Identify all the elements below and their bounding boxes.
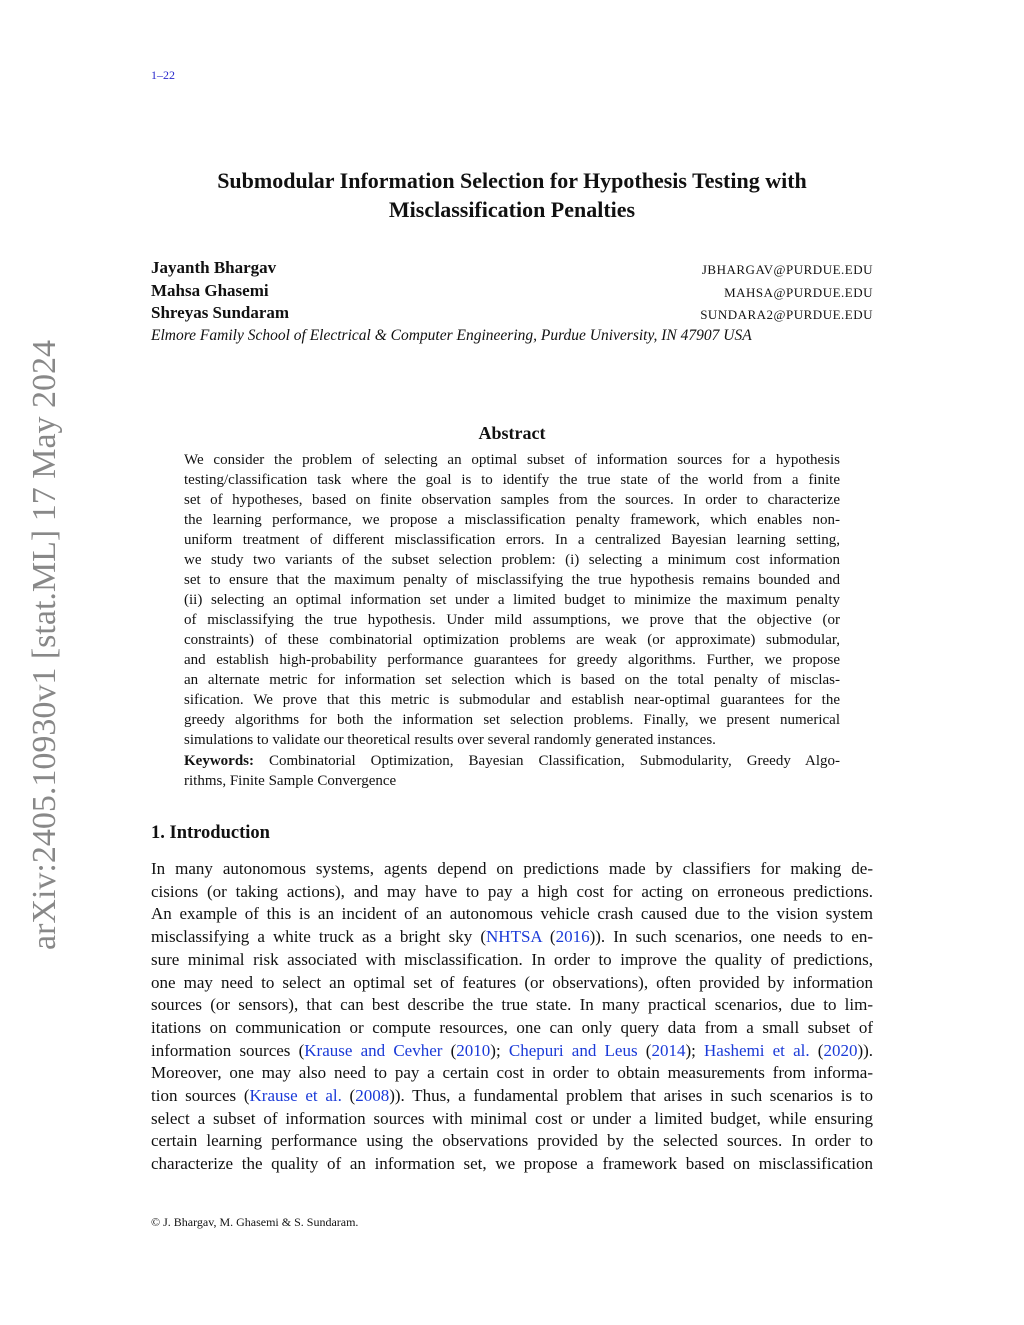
intro-text: characterize the quality of an information set, we propose a framework based on misclassification: [151, 1154, 873, 1174]
intro-text: misclassifying a white truck as a bright sky (: [151, 927, 487, 947]
intro-text: (: [637, 1040, 652, 1060]
intro-text: information sources (: [151, 1040, 305, 1060]
copyright: © J. Bhargav, M. Ghasemi & S. Sundaram.: [151, 1215, 359, 1229]
abstract-line: of misclassifying the true hypothesis. Under mild assumptions, we prove that the objective (or: [184, 612, 840, 628]
citation-link[interactable]: Chepuri and Leus: [508, 1040, 638, 1060]
intro-line: [151, 1154, 873, 1174]
author-name: Shreyas Sundaram: [151, 303, 290, 322]
intro-line: [151, 995, 873, 1015]
citation-link[interactable]: 2014: [651, 1040, 686, 1060]
intro-line: [151, 927, 873, 947]
intro-text: In many autonomous systems, agents depend on predictions made by classifiers for making de-: [151, 859, 873, 878]
intro-text: select a subset of information sources with minimal cost or under a limited budget, while ensuring: [151, 1108, 873, 1128]
keywords-text: Combinatorial Optimization, Bayesian Classification, Submodularity, Greedy Algo-: [269, 753, 840, 769]
intro-line: [151, 1086, 873, 1106]
intro-text: one may need to select an optimal set of features (or observations), often provided by information: [151, 972, 873, 992]
intro-line: [151, 1018, 873, 1038]
intro-text: sure minimal risk associated with misclassification. In order to improve the quality of predictions,: [151, 949, 873, 969]
arxiv-stamp: arXiv:2405.10930v1 [stat.ML] 17 May 2024: [26, 339, 63, 950]
citation-link[interactable]: 2010: [456, 1040, 491, 1060]
citation-link[interactable]: Hashemi et al.: [704, 1040, 810, 1060]
abstract-line: we study two variants of the subset selection problem: (i) selecting a minimum cost information: [184, 552, 840, 568]
paper-title-line-2: Misclassification Penalties: [388, 197, 636, 222]
abstract-line: simulations to validate our theoretical results over several randomly generated instances.: [184, 732, 716, 748]
intro-line: [151, 950, 873, 970]
affiliation: Elmore Family School of Electrical & Computer Engineering, Purdue University, IN 47907 USA: [151, 327, 752, 344]
abstract-line: (ii) selecting an optimal information set under a limited budget to minimize the maximum penalty: [184, 592, 840, 608]
intro-text: )). Thus, a fundamental problem that arises in such scenarios is to: [389, 1086, 874, 1105]
intro-line: [151, 1063, 873, 1083]
keywords-line: [184, 753, 840, 770]
citation-link[interactable]: Krause and Cevher: [304, 1040, 443, 1060]
abstract-line: set to ensure that the maximum penalty of misclassifying the true hypothesis remains bounded and: [184, 572, 840, 588]
intro-line: [151, 1131, 873, 1151]
citation-link[interactable]: Krause et al.: [249, 1086, 342, 1105]
intro-text: Moreover, one may also need to pay a certain cost in order to obtain measurements from informa-: [151, 1063, 873, 1083]
author-name: Jayanth Bhargav: [151, 258, 277, 277]
abstract-line: testing/classification task where the goal is to identify the true state of the world from a finite: [184, 472, 840, 488]
intro-text: );: [685, 1040, 705, 1060]
intro-text: );: [490, 1040, 509, 1060]
intro-text: (: [541, 927, 556, 947]
intro-text: itations on communication or compute resources, one can only query data from a small subset of: [151, 1017, 873, 1037]
intro-line: [151, 904, 873, 924]
intro-line: [151, 973, 873, 993]
section-heading: 1. Introduction: [151, 823, 270, 843]
intro-line: [151, 882, 873, 902]
abstract-line: sification. We prove that this metric is submodular and establish near-optimal guarantees for the: [184, 692, 840, 708]
intro-text: sources (or sensors), that can best describe the true state. In many practical scenarios, due to lim-: [151, 995, 873, 1015]
intro-text: )).: [857, 1040, 874, 1060]
citation-link[interactable]: 2008: [355, 1086, 390, 1105]
abstract-line: set of hypotheses, based on finite observation samples from the sources. In order to characterize: [184, 492, 840, 508]
intro-text: (: [341, 1086, 356, 1105]
abstract-heading: Abstract: [478, 423, 546, 443]
intro-text: tion sources (: [151, 1086, 250, 1105]
intro-line: [151, 1041, 873, 1061]
abstract-line: We consider the problem of selecting an optimal subset of information sources for a hypothesis: [184, 452, 840, 468]
author-email: SUNDARA2@PURDUE.EDU: [700, 307, 873, 322]
intro-text: certain learning performance using the observations provided by the selected sources. In order to: [151, 1131, 873, 1151]
intro-text: cisions (or taking actions), and may have to pay a high cost for acting on erroneous predictions.: [151, 881, 873, 901]
intro-text: )). In such scenarios, one needs to en-: [589, 927, 873, 947]
abstract-line: uniform treatment of different misclassification errors. In a centralized Bayesian learning setting,: [184, 532, 840, 548]
author-email: JBHARGAV@PURDUE.EDU: [701, 262, 873, 277]
intro-text: (: [809, 1040, 824, 1060]
abstract-line: the learning performance, we propose a misclassification penalty framework, which enables non-: [184, 512, 840, 528]
intro-line: [151, 1109, 873, 1129]
abstract-line: constraints) of these combinatorial optimization problems are weak (or approximate) submodular,: [184, 632, 840, 648]
keywords-line: rithms, Finite Sample Convergence: [184, 773, 397, 789]
intro-text: (: [442, 1040, 457, 1060]
paper-title-line-1: Submodular Information Selection for Hypothesis Testing with: [217, 168, 807, 193]
citation-link[interactable]: 2020: [823, 1040, 858, 1060]
citation-link[interactable]: NHTSA: [486, 927, 542, 947]
abstract-line: greedy algorithms for both the information set selection problems. Finally, we present numerical: [184, 712, 840, 728]
intro-line: [151, 859, 873, 879]
author-email: MAHSA@PURDUE.EDU: [724, 285, 873, 300]
abstract-line: an alternate metric for information set selection which is based on the total penalty of misclas-: [184, 672, 840, 688]
author-name: Mahsa Ghasemi: [151, 281, 269, 300]
citation-link[interactable]: 2016: [555, 927, 590, 947]
intro-text: An example of this is an incident of an autonomous vehicle crash caused due to the vision system: [151, 904, 873, 924]
page-range: 1–22: [151, 68, 175, 82]
abstract-line: and establish high-probability performance guarantees for greedy algorithms. Further, we propose: [184, 652, 840, 668]
keywords-label: Keywords:: [184, 753, 254, 769]
